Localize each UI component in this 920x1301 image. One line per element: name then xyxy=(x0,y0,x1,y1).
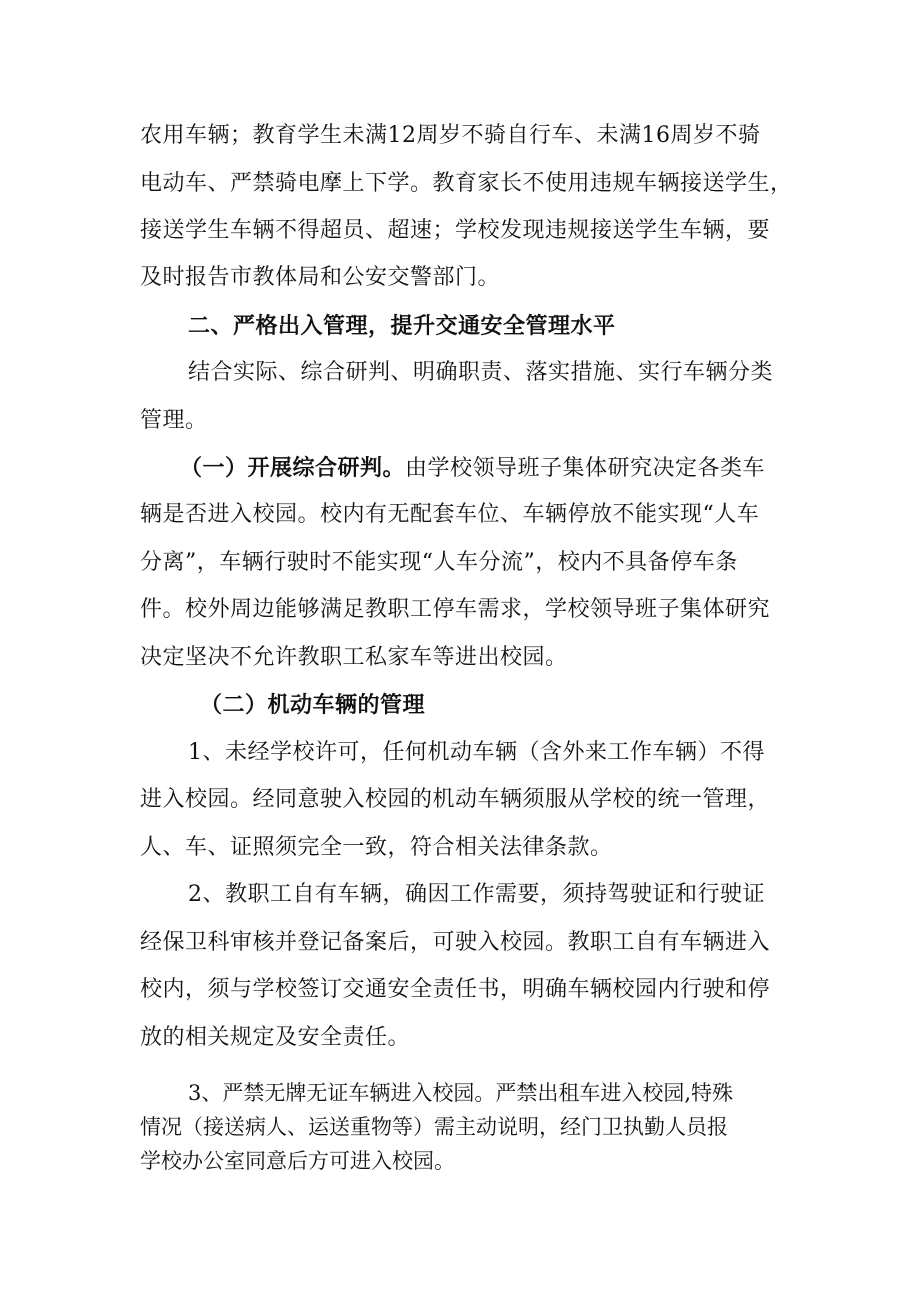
section-heading: 二、严格出入管理，提升交通安全管理水平 xyxy=(188,313,616,339)
body-text-line: 3、严禁无牌无证车辆进入校园。严禁出租车进入校园,特殊 xyxy=(188,1081,734,1105)
body-text-line: 电动车、严禁骑电摩上下学。教育家长不使用违规车辆接送学生， xyxy=(140,171,793,196)
body-text-line: 农用车辆；教育学生未满12周岁不骑自行车、未满16周岁不骑 xyxy=(140,123,761,148)
body-text-line: 分离”，车辆行驶时不能实现“人车分流”，校内不具备停车条 xyxy=(140,550,738,575)
subsection-heading: （一）开展综合研判。 xyxy=(180,455,406,481)
body-text-span: 由学校领导班子集体研究决定各类车 xyxy=(405,456,766,481)
body-text-line: 学校办公室同意后方可进入校园。 xyxy=(140,1149,455,1173)
body-text-line: 接送学生车辆不得超员、超速；学校发现违规接送学生车辆，要 xyxy=(140,218,771,243)
body-text-line: 辆是否进入校园。校内有无配套车位、车辆停放不能实现“人车 xyxy=(140,502,760,527)
body-text-line: 情况（接送病人、运送重物等）需主动说明，经门卫执勤人员报 xyxy=(140,1115,728,1139)
body-text-line: 经保卫科审核并登记备案后，可驶入校园。教职工自有车辆进入 xyxy=(140,930,771,955)
body-text-line: 人、车、证照须完全一致，符合相关法律条款。 xyxy=(140,835,613,860)
body-text-line: 结合实际、综合研判、明确职责、落实措施、实行车辆分类 xyxy=(188,360,774,385)
body-text-line: 放的相关规定及安全责任。 xyxy=(140,1025,411,1050)
body-text-line: 管理。 xyxy=(140,408,208,433)
body-text-line: 决定坚决不允许教职工私家车等进出校园。 xyxy=(140,645,568,670)
body-text-line: 及时报告市教体局和公安交警部门。 xyxy=(140,265,501,290)
subsection-heading: （二）机动车辆的管理 xyxy=(200,692,426,718)
body-text-line: 进入校园。经同意驶入校园的机动车辆须服从学校的统一管理， xyxy=(140,787,771,812)
body-text-line: 2、教职工自有车辆，确因工作需要，须持驾驶证和行驶证 xyxy=(188,882,765,907)
body-text-line: 校内，须与学校签订交通安全责任书，明确车辆校园内行驶和停 xyxy=(140,977,771,1002)
body-text-line: 1、未经学校许可，任何机动车辆（含外来工作车辆）不得 xyxy=(188,740,765,765)
subsection-first-line xyxy=(180,453,790,484)
body-text-line: 件。校外周边能够满足教职工停车需求，学校领导班子集体研究 xyxy=(140,597,771,622)
